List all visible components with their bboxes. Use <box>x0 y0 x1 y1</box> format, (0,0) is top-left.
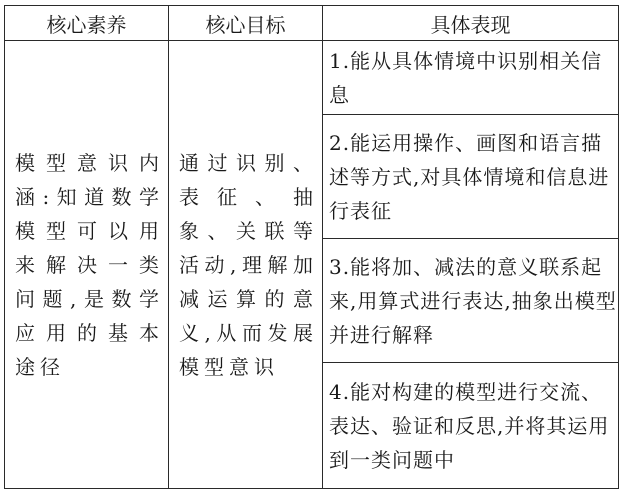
performance-cell-1 <box>323 41 619 115</box>
literacy-table <box>4 5 619 489</box>
core-goal-text: 通过识别、表征、抽象、关联等活动,理解加减运算的意义,从而发展模型意识 <box>179 150 318 379</box>
core-literacy-text: 模型意识内涵:知道数学模型可以用来解决一类问题,是数学应用的基本途径 <box>15 150 164 379</box>
performance-text-3: 3.能将加、减法的意义联系起来,用算式进行表达,抽象出模型并进行解释 <box>329 254 617 347</box>
core-literacy-cell <box>5 41 169 489</box>
performance-cell-2 <box>323 115 619 239</box>
header-core-goal: 核心目标 <box>169 6 323 41</box>
header-row <box>5 6 619 41</box>
core-goal-cell <box>169 41 323 489</box>
performance-text-4: 4.能对构建的模型进行交流、表达、验证和反思,并将其运用到一类问题中 <box>329 379 610 472</box>
performance-text-2: 2.能运用操作、画图和语言描述等方式,对具体情境和信息进行表征 <box>329 130 610 223</box>
header-specific-performance: 具体表现 <box>323 6 619 41</box>
performance-cell-3 <box>323 239 619 363</box>
table-row <box>5 41 619 115</box>
performance-cell-4 <box>323 363 619 489</box>
performance-text-1: 1.能从具体情境中识别相关信息 <box>329 48 603 107</box>
header-core-literacy: 核心素养 <box>5 6 169 41</box>
